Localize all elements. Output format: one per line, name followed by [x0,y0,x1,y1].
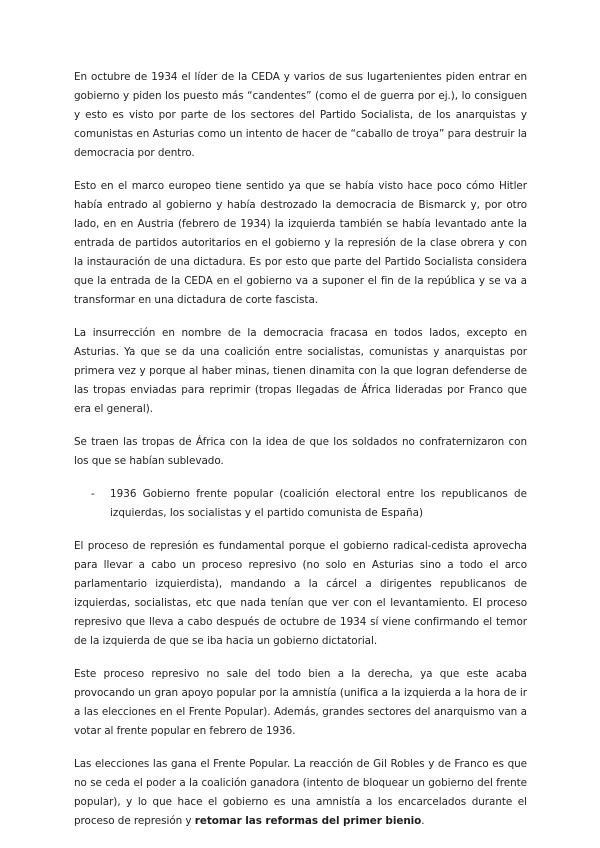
bullet-item-frente-popular [74,485,527,523]
bold-reforms-text: retomar las reformas del primer bienio [194,815,422,827]
paragraph-ceda-1934: En octubre de 1934 el líder de la CEDA y varios de sus lugartenientes piden entrar en gobierno y piden los puesto más “candentes” (como el de guerra por ej.), lo consiguen y esto es visto por parte de los sectores del Partido Socialista, de los anarquistas y comunistas en Asturias como un intento de hacer de “caballo de troya” para destruir la democracia por dentro. [74,71,527,159]
document-page [74,68,527,845]
paragraph-end-period: . [421,815,425,827]
paragraph-african-troops: Se traen las tropas de África con la idea de que los soldados no confraternizaron con los que se habían sublevado. [74,436,527,467]
paragraph-european-context: Esto en el marco europeo tiene sentido ya que se había visto hace poco cómo Hitler había entrado al gobierno y había destrozado la democracia de Bismarck y, por otro lado, en en Austria (febrero de 1934) la izquierda también se había levantado ante la entrada de partidos autoritarios en el gobierno y la represión de la clase obrera y con la instauración de una dictadura. Es por esto que parte del Partido Socialista considera que la entrada de la CEDA en el gobierno va a suponer el fin de la república y se va a transformar en una dictadura de corte fascista. [74,180,527,306]
elections-text: Las elecciones las gana el Frente Popular. La reacción de Gil Robles y de Franco es que no se ceda el poder a la coalición ganadora (intento de bloquear un gobierno del frente popular), y lo que hace el gobierno es una amnistía a los encarcelados durante el proceso de represión y [74,758,527,827]
paragraph-insurrection-asturias: La insurrección en nombre de la democracia fracasa en todos lados, excepto en Asturias. Ya que se da una coalición entre socialistas, comunistas y anarquistas por primera vez y porque al haber minas, tienen dinamita con la que logran defenderse de las tropas enviadas para reprimir (tropas llegadas de África lideradas por Franco que era el general). [74,327,527,415]
bullet-marker: - [91,488,95,500]
bullet-text: 1936 Gobierno frente popular (coalición electoral entre los republicanos de izquierdas, los socialistas y el partido comunista de España) [110,488,527,519]
paragraph-repression-process: El proceso de represión es fundamental porque el gobierno radical-cedista aprovecha para llevar a cabo un proceso represivo (no solo en Asturias sino a todo el arco parlamentario izquierdista), mandando a la cárcel a dirigentes republicanos de izquierdas, socialistas, etc que nada tenían que ver con el levantamiento. El proceso represivo que lleva a cabo después de octubre de 1934 sí viene confirmando el temor de la izquierda de que se iba hacia un gobierno dictatorial. [74,540,527,647]
paragraph-amnesty-support: Este proceso represivo no sale del todo bien a la derecha, ya que este acaba provocando un gran apoyo popular por la amnistía (unifica a la izquierda a la hora de ir a las elecciones en el Frente Popular). Además, grandes sectores del anarquismo van a votar al frente popular en febrero de 1936. [74,668,527,737]
paragraph-elections [74,755,527,831]
